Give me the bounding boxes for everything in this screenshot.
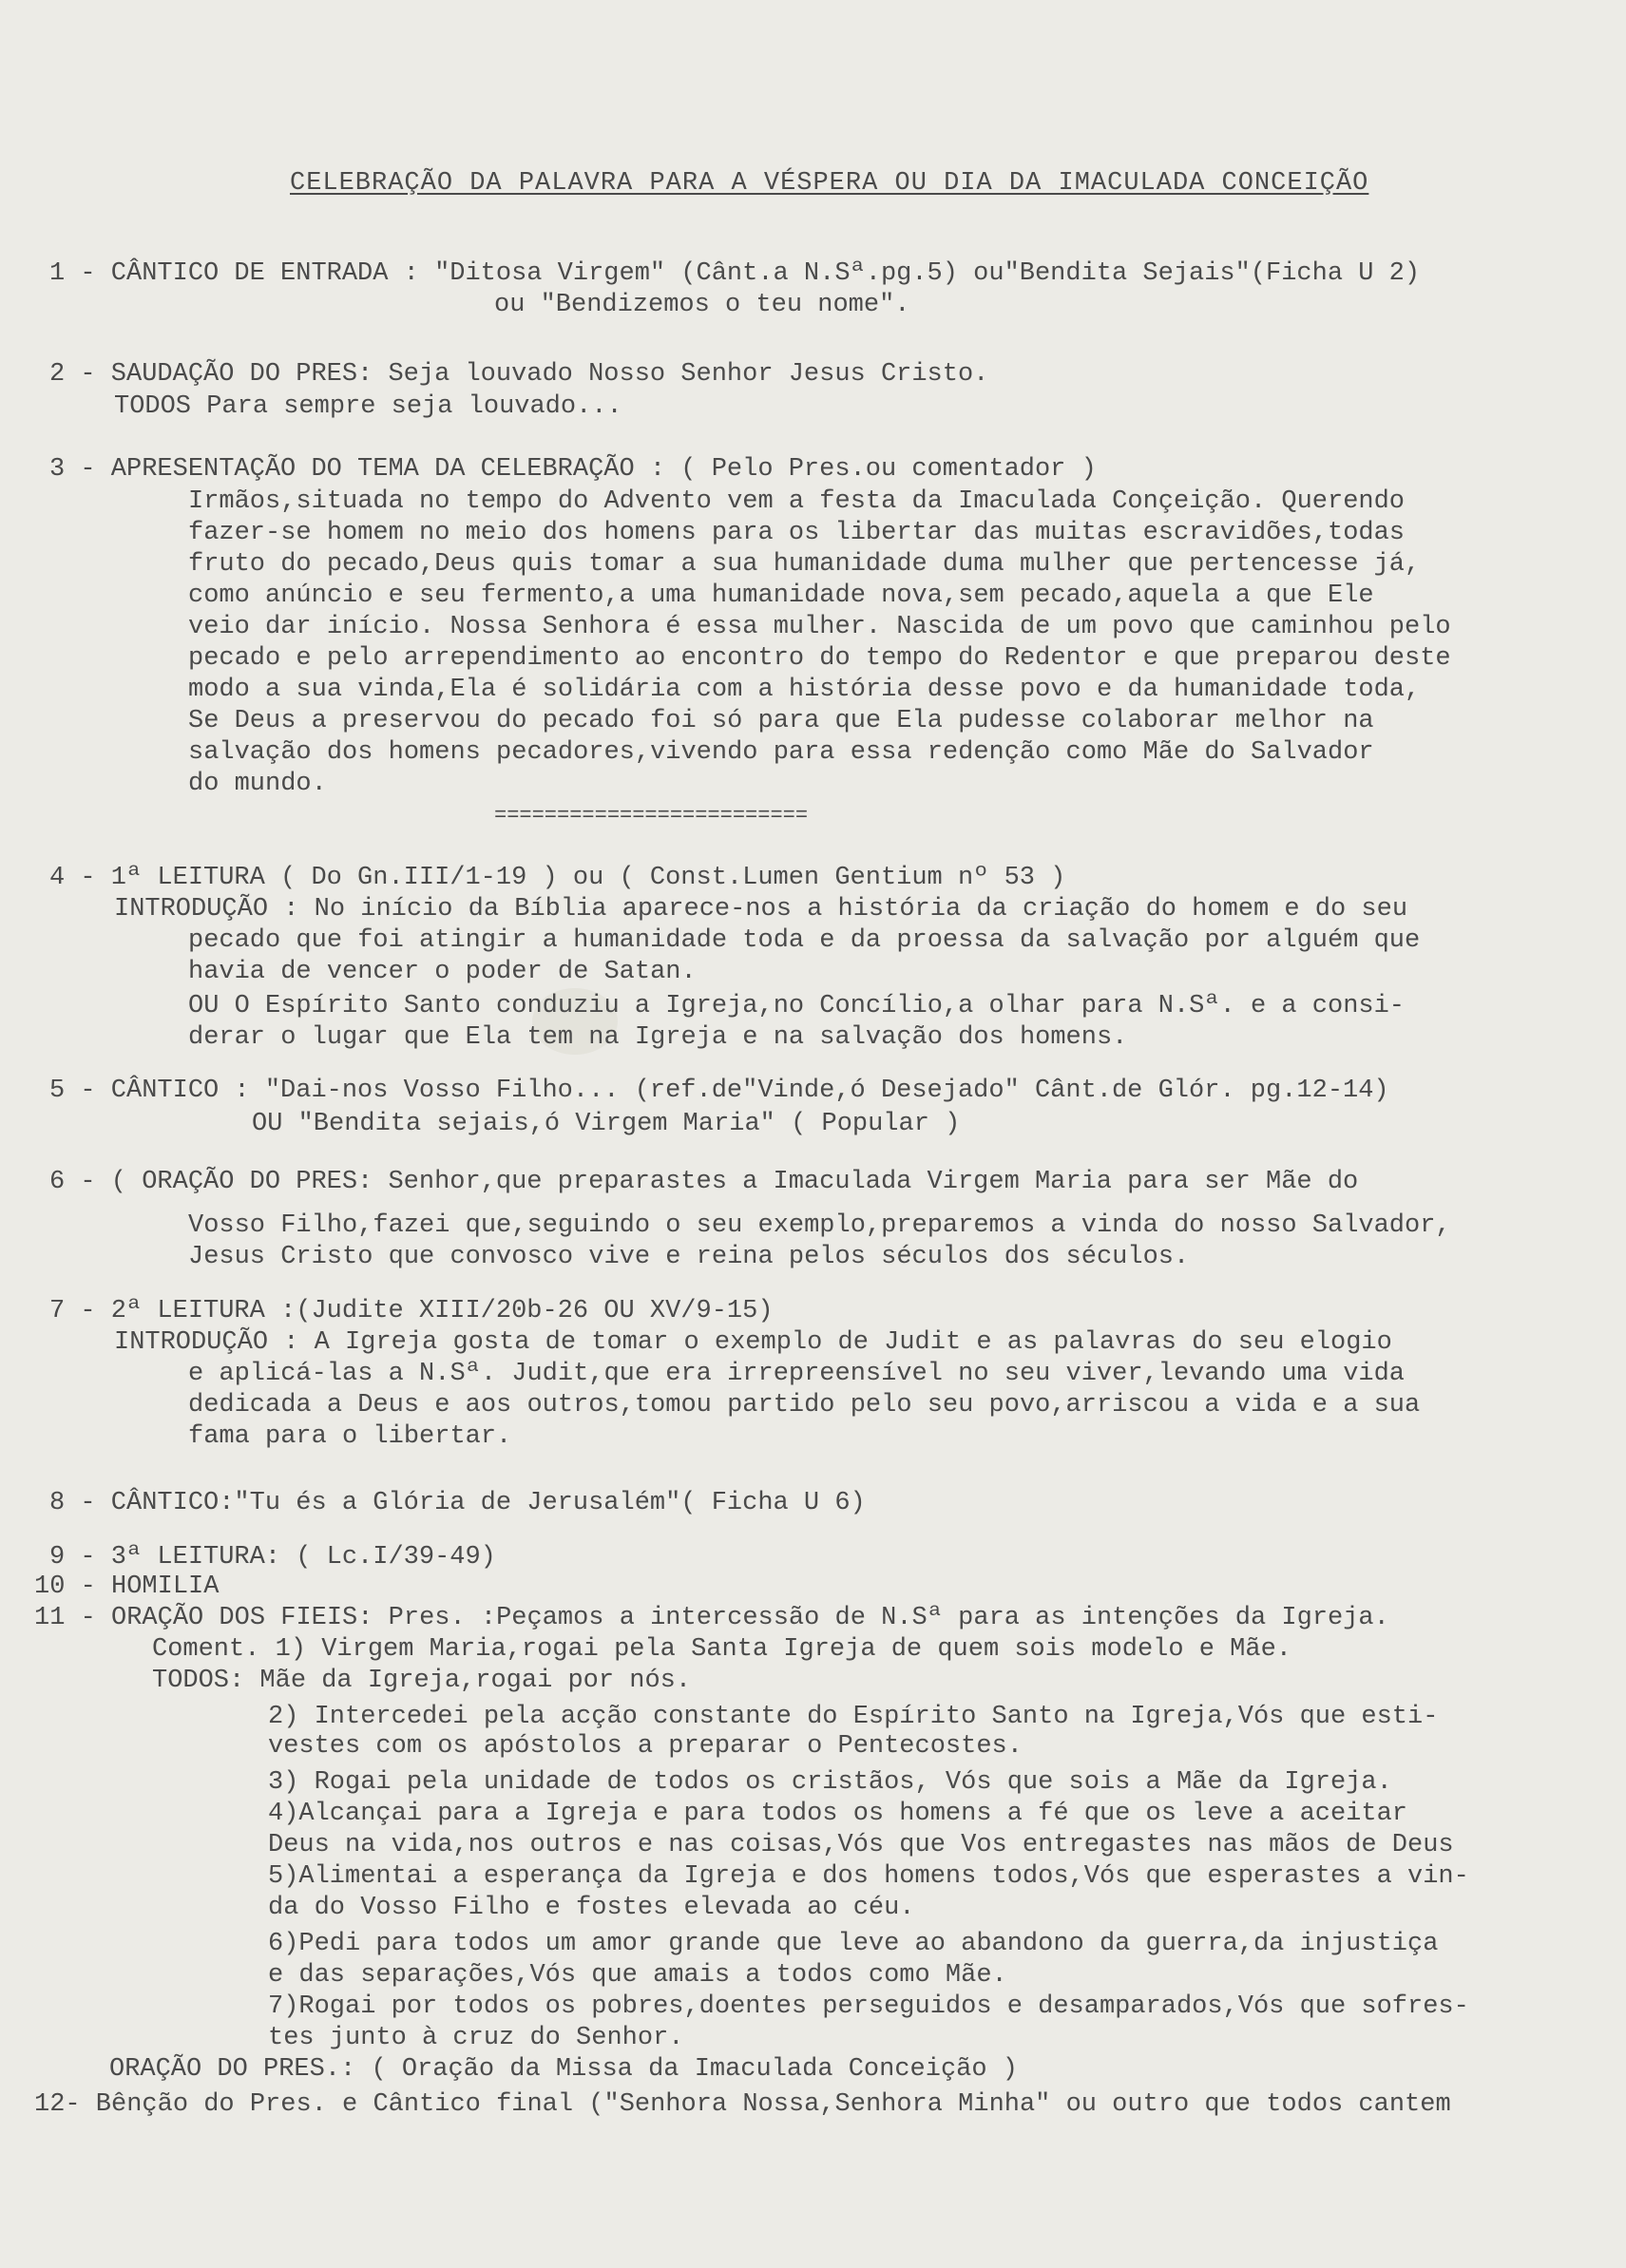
text-line: do mundo. bbox=[188, 770, 327, 798]
text-line: fama para o libertar. bbox=[188, 1422, 512, 1451]
document-title: CELEBRAÇÃO DA PALAVRA PARA A VÉSPERA OU DIA DA IMACULADA CONCEIÇÃO bbox=[290, 169, 1369, 198]
text-line: pecado que foi atingir a humanidade toda e da proessa da salvação por alguém que bbox=[188, 926, 1421, 955]
text-line: Coment. 1) Virgem Maria,rogai pela Santa Igreja de quem sois modelo e Mãe. bbox=[152, 1635, 1291, 1664]
text-line: Se Deus a preservou do pecado foi só para que Ela pudesse colaborar melhor na bbox=[188, 707, 1374, 735]
text-line: 4 - 1ª LEITURA ( Do Gn.III/1-19 ) ou ( Const.Lumen Gentium nº 53 ) bbox=[49, 864, 1066, 892]
text-line: pecado e pelo arrependimento ao encontro do tempo do Redentor e que preparou deste bbox=[188, 644, 1451, 673]
text-line: dedicada a Deus e aos outros,tomou partido pelo seu povo,arriscou a vida e a sua bbox=[188, 1391, 1421, 1420]
text-line: 10 - HOMILIA bbox=[34, 1572, 220, 1601]
text-line: Deus na vida,nos outros e nas coisas,Vós que Vos entregastes nas mãos de Deus bbox=[268, 1831, 1454, 1859]
text-line: ORAÇÃO DO PRES.: ( Oração da Missa da Imaculada Conceição ) bbox=[109, 2055, 1018, 2084]
text-line: salvação dos homens pecadores,vivendo para essa redenção como Mãe do Salvador bbox=[188, 738, 1374, 767]
text-line: 2) Intercedei pela acção constante do Espírito Santo na Igreja,Vós que esti- bbox=[268, 1703, 1439, 1731]
text-line: INTRODUÇÃO : A Igreja gosta de tomar o exemplo de Judit e as palavras do seu elogio bbox=[114, 1328, 1392, 1357]
text-line: TODOS Para sempre seja louvado... bbox=[114, 392, 622, 421]
text-line: tes junto à cruz do Senhor. bbox=[268, 2024, 684, 2052]
text-line: modo a sua vinda,Ela é solidária com a história desse povo e da humanidade toda, bbox=[188, 676, 1421, 704]
text-line: vestes com os apóstolos a preparar o Pentecostes. bbox=[268, 1732, 1023, 1761]
text-line: 3 - APRESENTAÇÃO DO TEMA DA CELEBRAÇÃO : ( Pelo Pres.ou comentador ) bbox=[49, 455, 1097, 484]
text-line: 4)Alcançai para a Igreja e para todos os homens a fé que os leve a aceitar bbox=[268, 1800, 1407, 1828]
text-line: havia de vencer o poder de Satan. bbox=[188, 958, 697, 986]
text-line: derar o lugar que Ela tem na Igreja e na salvação dos homens. bbox=[188, 1023, 1128, 1052]
text-line: 7)Rogai por todos os pobres,doentes perseguidos e desamparados,Vós que sofres- bbox=[268, 1992, 1469, 2021]
text-line: fazer-se homem no meio dos homens para os libertar das muitas escravidões,todas bbox=[188, 519, 1406, 547]
text-line: e das separações,Vós que amais a todos como Mãe. bbox=[268, 1961, 1007, 1990]
text-line: e aplicá-las a N.Sª. Judit,que era irrepreensível no seu viver,levando uma vida bbox=[188, 1360, 1406, 1388]
text-line: 5 - CÂNTICO : "Dai-nos Vosso Filho... (ref.de"Vinde,ó Desejado" Cânt.de Glór. pg.12-14) bbox=[49, 1077, 1389, 1105]
text-line: 7 - 2ª LEITURA :(Judite XIII/20b-26 OU XV/9-15) bbox=[49, 1297, 774, 1325]
separator-line: ========================= bbox=[494, 804, 809, 828]
text-line: 1 - CÂNTICO DE ENTRADA : "Ditosa Virgem" (Cânt.a N.Sª.pg.5) ou"Bendita Sejais"(Ficha U 2) bbox=[49, 259, 1421, 288]
text-line: Jesus Cristo que convosco vive e reina pelos séculos dos séculos. bbox=[188, 1243, 1190, 1271]
text-line: 12- Bênção do Pres. e Cântico final ("Senhora Nossa,Senhora Minha" ou outro que todos cantem bbox=[34, 2090, 1451, 2119]
text-line: 2 - SAUDAÇÃO DO PRES: Seja louvado Nosso Senhor Jesus Cristo. bbox=[49, 360, 989, 389]
text-line: como anúncio e seu fermento,a uma humanidade nova,sem pecado,aquela a que Ele bbox=[188, 581, 1374, 610]
text-line: OU O Espírito Santo conduziu a Igreja,no Concílio,a olhar para N.Sª. e a consi- bbox=[188, 992, 1406, 1020]
text-line: fruto do pecado,Deus quis tomar a sua humanidade duma mulher que pertencesse já, bbox=[188, 550, 1421, 579]
text-line: 6 - ( ORAÇÃO DO PRES: Senhor,que preparastes a Imaculada Virgem Maria para ser Mãe do bbox=[49, 1168, 1359, 1196]
text-line: veio dar início. Nossa Senhora é essa mulher. Nascida de um povo que caminhou pelo bbox=[188, 613, 1451, 641]
text-line: 5)Alimentai a esperança da Igreja e dos homens todos,Vós que esperastes a vin- bbox=[268, 1862, 1469, 1891]
text-line: ou "Bendizemos o teu nome". bbox=[494, 291, 910, 319]
text-line: 11 - ORAÇÃO DOS FIEIS: Pres. :Peçamos a intercessão de N.Sª para as intenções da Igreja. bbox=[34, 1604, 1389, 1632]
text-line: 9 - 3ª LEITURA: ( Lc.I/39-49) bbox=[49, 1543, 496, 1572]
text-line: INTRODUÇÃO : No início da Bíblia aparece-nos a história da criação do homem e do seu bbox=[114, 895, 1408, 924]
text-line: Irmãos,situada no tempo do Advento vem a festa da Imaculada Conçeição. Querendo bbox=[188, 487, 1406, 516]
text-line: Vosso Filho,fazei que,seguindo o seu exemplo,preparemos a vinda do nosso Salvador, bbox=[188, 1211, 1451, 1240]
text-line: 6)Pedi para todos um amor grande que leve ao abandono da guerra,da injustiça bbox=[268, 1930, 1439, 1958]
text-line: OU "Bendita sejais,ó Virgem Maria" ( Popular ) bbox=[252, 1110, 961, 1138]
text-line: TODOS: Mãe da Igreja,rogai por nós. bbox=[152, 1667, 692, 1695]
text-line: 3) Rogai pela unidade de todos os cristãos, Vós que sois a Mãe da Igreja. bbox=[268, 1768, 1392, 1797]
text-line: da do Vosso Filho e fostes elevada ao céu. bbox=[268, 1894, 915, 1922]
text-line: 8 - CÂNTICO:"Tu és a Glória de Jerusalém"( Ficha U 6) bbox=[49, 1489, 866, 1517]
